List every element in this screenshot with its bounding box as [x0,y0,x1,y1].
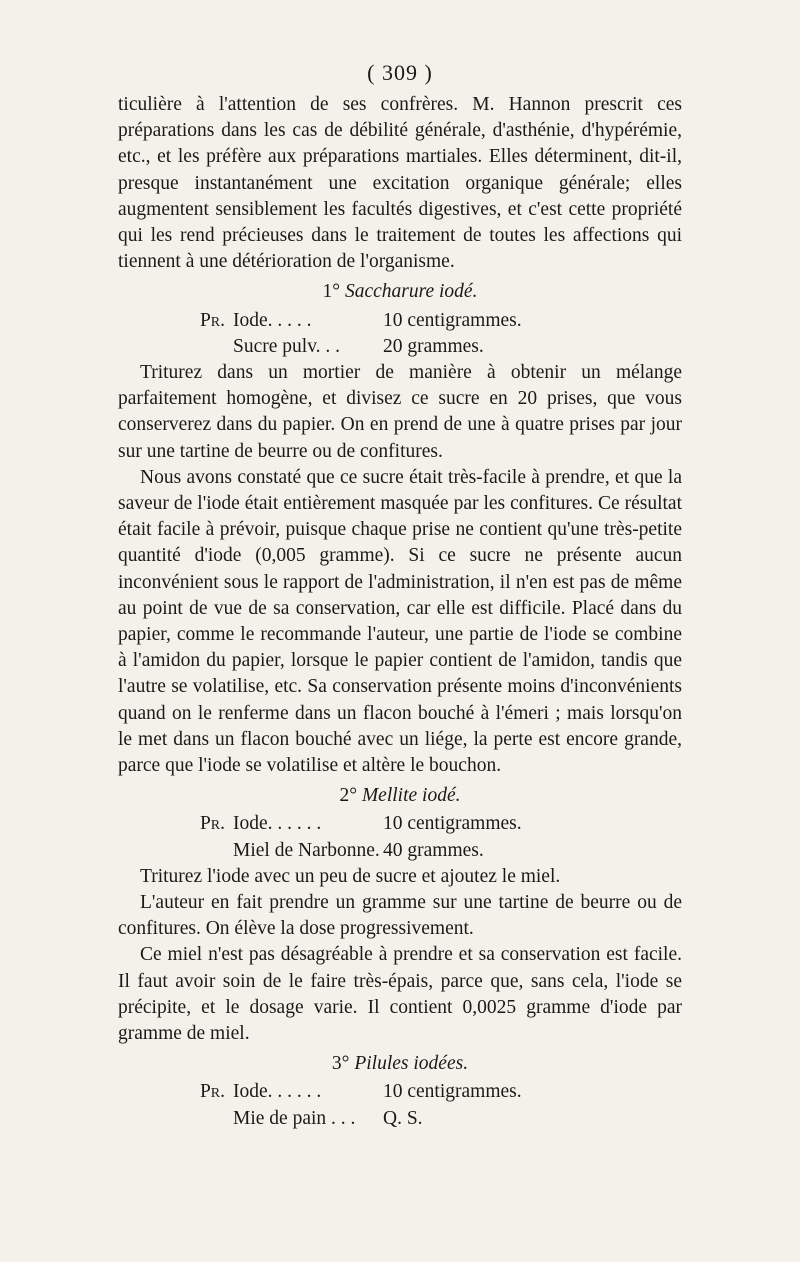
section-heading-saccharure [118,279,682,305]
ingredient: Miel de Narbonne. [233,839,380,861]
recipe-pilules [118,1079,682,1131]
recipe-line [118,838,682,864]
recipe-prefix: Pr. [199,309,225,331]
quantity: 10 centigrammes. [383,1081,522,1103]
section-number: 3° [331,1053,350,1075]
page-number: ( 309 ) [367,60,433,85]
recipe-line [118,1079,682,1105]
page-body [118,92,682,1132]
ingredient: Mie de pain . . . [233,1107,356,1129]
recipe-saccharure [118,308,682,360]
paragraph: Nous avons constaté que ce sucre était très-facile à prendre, et que la saveur de l'iode était entièrement masquée par les confitures. Ce résultat était facile à prévoir, puisque chaque prise ne contient qu'une très-petite quantité d'iode (0,005 gramme). Si ce sucre ne présente aucun inconvénient sous le rapport de l'administration, il n'en est pas de même au point de vue de sa conservation, car elle est difficile. Placé dans du papier, comme le recommande l'auteur, une partie de l'iode se combine à l'amidon du papier, lorsque le papier contient de l'amidon, tandis que l'autre se volatilise, etc. Sa conservation présente moins d'inconvénients quand on le renferme dans un flacon bouché à l'émeri ; mais lorsqu'on le met dans un flacon bouché avec un liége, la perte est encore grande, parce que l'iode se volatilise et altère le bouchon. [118,466,682,777]
recipe-prefix: Pr. [199,813,225,835]
section-title: Pilules iodées. [354,1053,469,1075]
recipe-prefix: Pr. [199,1081,225,1103]
section-heading-pilules [118,1051,682,1077]
paragraph: L'auteur en fait prendre un gramme sur une tartine de beurre ou de confitures. On élève la dose progressivement. [118,892,682,940]
section-title: Mellite iodé. [361,785,461,807]
recipe-line [118,1106,682,1132]
quantity: 40 grammes. [383,839,484,861]
recipe-line [118,334,682,360]
quantity: 10 centigrammes. [383,813,522,835]
ingredient: Sucre pulv. . . [233,335,341,357]
section-title: Saccharure iodé. [344,281,478,303]
ingredient: Iode. . . . . . [233,1081,322,1103]
paragraph: Triturez l'iode avec un peu de sucre et ajoutez le miel. [140,865,561,887]
ingredient: Iode. . . . . [233,309,312,331]
quantity: 10 centigrammes. [383,309,522,331]
ingredient: Iode. . . . . . [233,813,322,835]
paragraph: Ce miel n'est pas désagréable à prendre et sa conservation est facile. Il faut avoir soin de le faire très-épais, parce que, sans cela, l'iode se précipite, et le dosage varie. Il contient 0,0025 gramme d'iode par gramme de miel. [118,944,682,1045]
quantity: 20 grammes. [383,335,484,357]
paragraph: Triturez dans un mortier de manière à obtenir un mélange parfaitement homogène, et divisez ce sucre en 20 prises, que vous conserverez dans du papier. On en prend de une à quatre prises par jour sur une tartine de beurre ou de confitures. [118,362,682,462]
recipe-line [118,308,682,334]
recipe-line [118,811,682,837]
section-number: 1° [322,281,341,303]
continuation-paragraph: ticulière à l'attention de ses confrères. M. Hannon prescrit ces préparations dans les cas de débilité générale, d'asthénie, d'hypérémie, etc., et les préfère aux préparations martiales. Elles déterminent, dit-il, presque instantanément une excitation organique générale; elles augmentent sensiblement les facultés digestives, et c'est cette propriété qui les rend précieuses dans le traitement de toutes les affections qui tiennent à une détérioration de l'organisme. [118,94,682,273]
recipe-mellite [118,811,682,863]
section-heading-mellite [118,783,682,809]
section-number: 2° [339,785,358,807]
quantity: Q. S. [383,1107,423,1129]
